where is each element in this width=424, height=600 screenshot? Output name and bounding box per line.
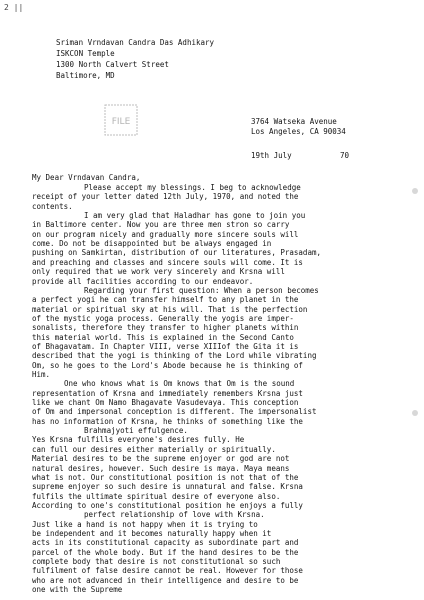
body-line: According to one's constitutional position he enjoys a fully xyxy=(32,500,303,510)
body-line: of Bhagavatam. In Chapter VIII, verse XIIIof the Gita it is xyxy=(32,341,299,351)
body-line: of Om and impersonal conception is different. The impersonalist xyxy=(32,407,317,417)
body-line: fulfils the ultimate spiritual desire of everyone also. xyxy=(32,491,281,501)
recipient-line: 1300 North Calvert Street xyxy=(56,60,169,69)
body-line: one with the Supreme xyxy=(32,585,123,595)
punch-hole xyxy=(412,410,418,416)
body-line: Regarding your first question: When a person becomes xyxy=(84,285,319,295)
body-line: this material world. This is explained in the Second Canto xyxy=(32,332,294,342)
salutation: My Dear Vrndavan Candra, xyxy=(32,173,141,182)
body-line: fulfilment of false desire cannot be real. However for those xyxy=(32,566,303,576)
body-line: receipt of your letter dated 12th July, 1970, and noted the xyxy=(32,192,299,202)
body-line: representation of Krsna and immediately remembers Krsna just xyxy=(32,388,303,398)
body-line: Please accept my blessings. I beg to acknowledge xyxy=(84,183,301,192)
body-line: material or spiritual sky at his will. That is the perfection xyxy=(32,304,308,314)
body-line: Him. xyxy=(32,370,51,379)
body-line: Just like a hand is not happy when it is trying to xyxy=(32,519,258,529)
body-line: perfect relationship of love with Krsna. xyxy=(84,510,265,520)
body-line: acts in its constitutional capacity as subordinate part and xyxy=(32,538,299,548)
body-line: supreme enjoyer so such desire is unnatural and false. Krsna xyxy=(32,482,303,492)
date-day-month: 19th July xyxy=(251,151,292,160)
body-line: come. Do not be disappointed but be always engaged in xyxy=(32,239,272,249)
body-line: provide all facilities according to our endeavor. xyxy=(32,276,254,286)
body-line: complete body that desire is not constitutional so such xyxy=(32,557,281,566)
body-line: what is not. Our constitutional position is not that of the xyxy=(32,472,299,482)
body-line: has no information of Krsna, he thinks of something like the xyxy=(32,416,303,426)
body-line: of the mystic yoga process. Generally the yogis are imper- xyxy=(32,313,294,323)
body-line: parcel of the whole body. But if the hand desires to be the xyxy=(32,547,299,557)
recipient-line: Sriman Vrndavan Candra Das Adhikary xyxy=(56,38,215,47)
sender-line: 3764 Watseka Avenue xyxy=(251,117,337,126)
body-line: can full our desires either materially or spiritually. xyxy=(32,444,276,454)
body-line: be independent and it becomes naturally happy when it xyxy=(32,528,272,538)
body-line: in Baltimore center. Now you are three men stron so carry xyxy=(32,220,290,230)
date-year: 70 xyxy=(340,151,350,160)
punch-hole xyxy=(412,188,418,194)
stamp-text: FILE xyxy=(111,117,131,127)
body-line: Material desires to be the supreme enjoyer or god are not xyxy=(32,454,290,464)
sender-line: Los Angeles, CA 90034 xyxy=(251,127,346,136)
body-line: Om, so he goes to the Lord's Abode because he is thinking of xyxy=(32,360,303,370)
corner-mark: 2 || xyxy=(4,3,24,12)
body-line: only required that we work very sincerely and Krsna will xyxy=(32,267,285,277)
body-line: on our program nicely and gradually more sincere souls will xyxy=(32,229,299,239)
body-line: Brahmajyoti effulgence. xyxy=(84,426,188,436)
body-line: who are not advanced in their intelligence and desire to be xyxy=(32,575,299,585)
body-line: described that the yogi is thinking of the Lord while vibrating xyxy=(32,351,317,361)
body-line: contents. xyxy=(32,201,73,211)
body-line: pushing on Samkirtan, distribution of our literatures, Prasadam, xyxy=(32,248,321,258)
body-line: sonalists, therefore they transfer to higher planets within xyxy=(32,323,299,333)
body-line: I am very glad that Haladhar has gone to join you xyxy=(84,211,306,221)
file-stamp xyxy=(104,104,138,136)
body-line: a perfect yogi he can transfer himself to any planet in the xyxy=(32,295,299,305)
recipient-line: ISKCON Temple xyxy=(56,49,115,58)
body-line: Yes Krsna fulfills everyone's desires fully. He xyxy=(32,435,245,445)
body-line: like we chant Om Namo Bhagavate Vasudevaya. This conception xyxy=(32,398,299,408)
recipient-line: Baltimore, MD xyxy=(56,71,115,80)
body-line: natural desires, however. Such desire is maya. Maya means xyxy=(32,463,290,473)
body-line: and preaching and classes and sincere souls will come. It is xyxy=(32,257,303,267)
body-line: One who knows what is Om knows that Om is the sound xyxy=(64,379,295,389)
